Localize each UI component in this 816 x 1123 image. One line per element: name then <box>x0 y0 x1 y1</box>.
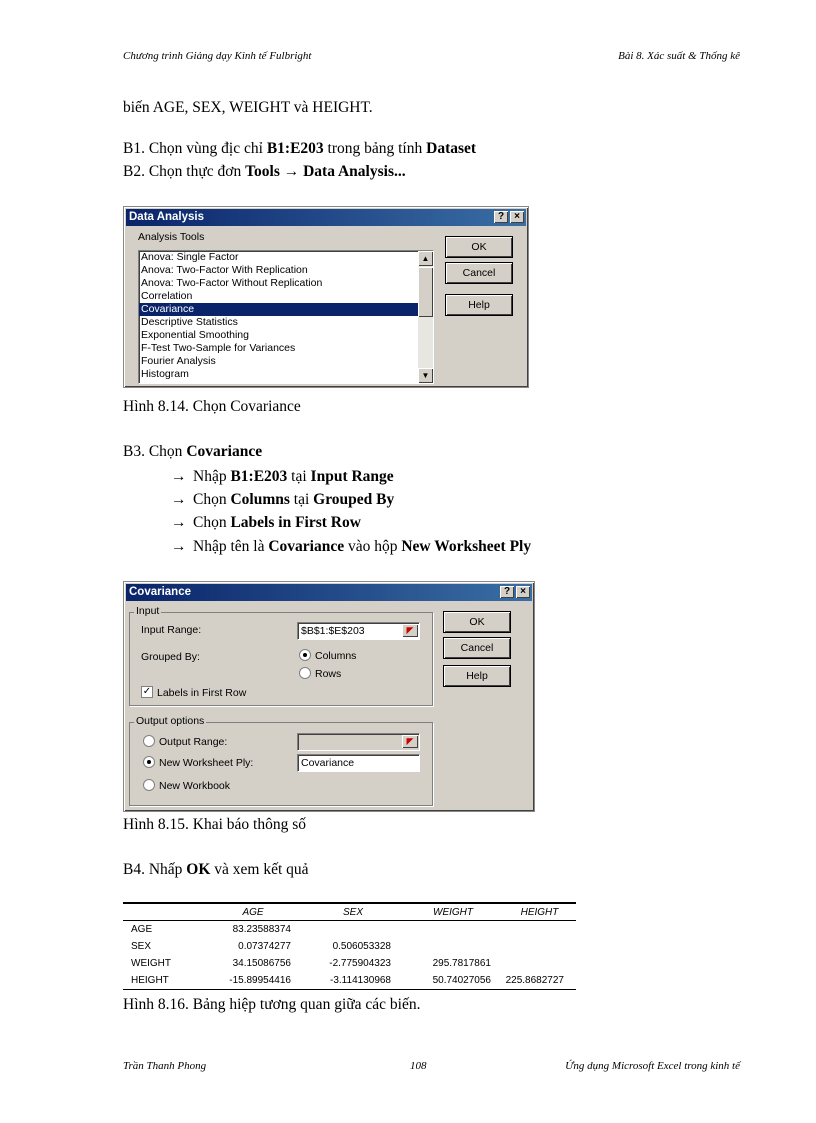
grouped-by-label: Grouped By: <box>141 651 200 663</box>
output-range-field[interactable] <box>297 733 420 751</box>
table-cell <box>503 955 576 972</box>
list-item[interactable]: Anova: Two-Factor With Replication <box>141 264 308 276</box>
help-icon[interactable]: ? <box>494 211 508 223</box>
covariance-dialog <box>123 581 535 812</box>
arrow-icon: → <box>171 491 187 508</box>
table-cell: 34.15086756 <box>232 958 291 969</box>
step-b2: B2. Chọn thực đơn Tools → Data Analysis... <box>123 163 406 180</box>
analysis-tools-label: Analysis Tools <box>138 231 205 243</box>
table-cell: 225.8682727 <box>505 975 564 986</box>
sub-step: → Chọn Columns tại Grouped By <box>171 491 395 508</box>
help-icon[interactable]: ? <box>500 586 514 598</box>
list-item[interactable]: Anova: Two-Factor Without Replication <box>141 277 323 289</box>
sub-step: → Nhập tên là Covariance vào hộp New Worksheet Ply <box>171 538 532 555</box>
close-icon[interactable]: × <box>510 211 524 223</box>
page-header-right: Bài 8. Xác suất & Thống kê <box>618 50 740 62</box>
table-cell: 0.07374277 <box>238 941 291 952</box>
footer-title: Ứng dụng Microsoft Excel trong kinh tế <box>565 1060 740 1072</box>
range-picker-icon[interactable]: ◤ <box>402 624 418 637</box>
scroll-thumb[interactable] <box>418 267 433 317</box>
table-row <box>123 938 576 955</box>
table-header-row <box>123 903 576 921</box>
row-label: WEIGHT <box>131 958 171 969</box>
table-cell: 50.74027056 <box>432 975 491 986</box>
output-group: Output options <box>129 722 433 806</box>
column-header: WEIGHT <box>403 903 503 921</box>
range-picker-icon[interactable]: ◤ <box>402 735 418 748</box>
column-header <box>123 903 203 921</box>
ok-button[interactable]: OK <box>444 612 510 632</box>
sub-step: → Chọn Labels in First Row <box>171 514 361 531</box>
list-item[interactable]: Fourier Analysis <box>141 355 216 367</box>
new-worksheet-ply-radio[interactable]: New Worksheet Ply: <box>143 757 253 769</box>
new-worksheet-ply-field[interactable]: Covariance <box>297 754 420 772</box>
table-cell <box>303 921 403 939</box>
scroll-up-icon[interactable]: ▲ <box>418 251 433 266</box>
intro-text: biến AGE, SEX, WEIGHT và HEIGHT. <box>123 99 373 116</box>
list-item[interactable]: Histogram <box>141 368 189 380</box>
caption-8-16: Hình 8.16. Bảng hiệp tương quan giữa các biến. <box>123 996 421 1013</box>
table-cell <box>503 938 576 955</box>
table-cell <box>403 921 503 939</box>
table-cell <box>503 921 576 939</box>
list-item[interactable]: Exponential Smoothing <box>141 329 249 341</box>
list-item[interactable]: Covariance <box>139 303 433 316</box>
data-analysis-dialog <box>123 206 529 388</box>
input-range-label: Input Range: <box>141 624 202 636</box>
ok-button[interactable]: OK <box>446 237 512 257</box>
step-b3: B3. Chọn Covariance <box>123 443 263 460</box>
scroll-down-icon[interactable]: ▼ <box>418 368 433 383</box>
help-button[interactable]: Help <box>444 666 510 686</box>
column-header: AGE <box>203 903 303 921</box>
step-b4: B4. Nhấp OK và xem kết quả <box>123 861 309 878</box>
output-range-radio[interactable]: Output Range: <box>143 736 227 748</box>
table-cell: -3.114130968 <box>330 975 391 986</box>
sub-step: → Nhập B1:E203 tại Input Range <box>171 468 394 485</box>
footer-author: Trần Thanh Phong <box>123 1060 207 1072</box>
list-item[interactable]: Correlation <box>141 290 193 302</box>
scrollbar[interactable] <box>418 251 433 383</box>
row-label: AGE <box>131 924 153 935</box>
table-cell: -15.89954416 <box>229 975 291 986</box>
covariance-table <box>123 902 576 990</box>
table-cell: -2.775904323 <box>329 958 391 969</box>
column-header: HEIGHT <box>503 903 576 921</box>
columns-radio[interactable]: Columns <box>299 650 356 662</box>
row-label: HEIGHT <box>131 975 169 986</box>
table-row <box>123 955 576 972</box>
table-cell: 83.23588374 <box>232 924 291 935</box>
dialog-titlebar: Data Analysis ? × <box>126 209 526 226</box>
table-row <box>123 972 576 990</box>
table-cell <box>403 938 503 955</box>
arrow-icon: → <box>171 538 187 555</box>
row-label: SEX <box>131 941 152 952</box>
labels-first-row-checkbox[interactable]: ✓ Labels in First Row <box>142 686 247 699</box>
new-workbook-radio[interactable]: New Workbook <box>143 780 230 792</box>
table-cell: 0.506053328 <box>332 941 391 952</box>
table-cell: 295.7817861 <box>432 958 491 969</box>
table-row <box>123 921 576 939</box>
dialog-titlebar: Covariance ? × <box>126 584 532 601</box>
page-header-left: Chương trình Giảng dạy Kinh tế Fulbright <box>123 50 312 62</box>
help-button[interactable]: Help <box>446 295 512 315</box>
close-icon[interactable]: × <box>516 586 530 598</box>
arrow-icon: → <box>283 163 300 180</box>
rows-radio[interactable]: Rows <box>299 668 341 680</box>
analysis-tools-list[interactable] <box>138 250 434 384</box>
page-number: 108 <box>410 1060 427 1072</box>
arrow-icon: → <box>171 514 187 531</box>
cancel-button[interactable]: Cancel <box>446 263 512 283</box>
list-item[interactable]: F-Test Two-Sample for Variances <box>141 342 296 354</box>
cancel-button[interactable]: Cancel <box>444 638 510 658</box>
list-item[interactable]: Descriptive Statistics <box>141 316 238 328</box>
arrow-icon: → <box>171 468 187 485</box>
input-group: Input <box>129 612 433 706</box>
caption-8-14: Hình 8.14. Chọn Covariance <box>123 398 301 415</box>
list-item[interactable]: Anova: Single Factor <box>141 251 239 263</box>
column-header: SEX <box>303 903 403 921</box>
caption-8-15: Hình 8.15. Khai báo thông số <box>123 816 306 833</box>
step-b1: B1. Chọn vùng địc chỉ B1:E203 trong bảng tính Dataset <box>123 140 477 157</box>
input-range-field[interactable]: $B$1:$E$203 ◤ <box>297 622 420 640</box>
